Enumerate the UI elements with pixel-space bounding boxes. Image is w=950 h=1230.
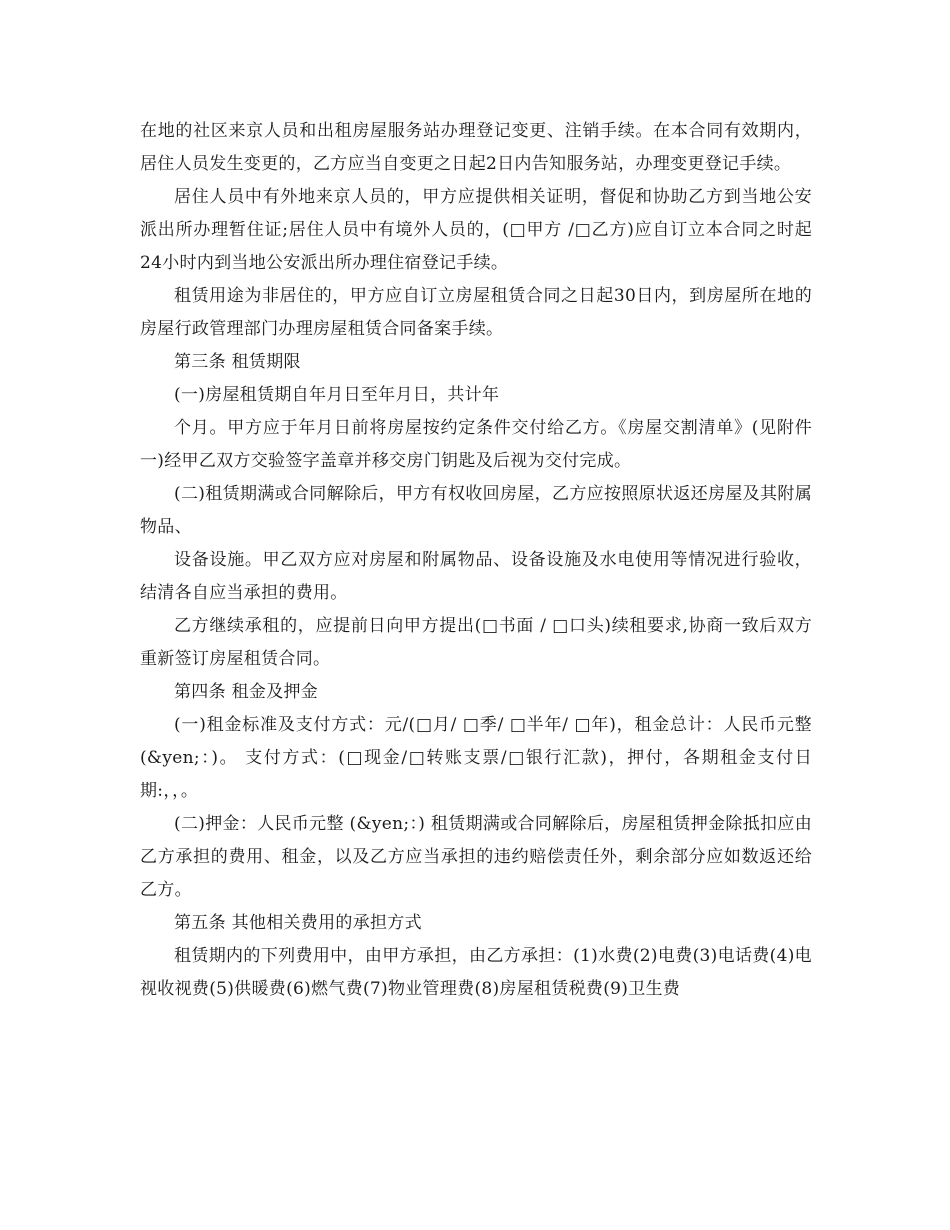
paragraph-non-residential-filing: 租赁用途为非居住的，甲方应自订立房屋租赁合同之日起30日内，到房屋所在地的房屋行政管理部门办理房屋租赁合同备案手续。 <box>140 286 812 339</box>
document-body <box>140 115 812 1006</box>
paragraph-fees: 租赁期内的下列费用中，由甲方承担，由乙方承担：(1)水费(2)电费(3)电话费(4)电视收视费(5)供暖费(6)燃气费(7)物业管理费(8)房屋租赁税费(9)卫生费 <box>140 946 812 999</box>
paragraph-rent-payment: (一)租金标准及支付方式：元/(□月/ □季/ □半年/ □年)，租金总计：人民币元整(&yen;：)。 支付方式：(□现金/□转账支票/□银行汇款)，押付，各期租金支付日期:，，。 <box>140 715 812 801</box>
heading-article-4: 第四条 租金及押金 <box>174 682 319 702</box>
paragraph-temporary-residence: 居住人员中有外地来京人员的，甲方应提供相关证明，督促和协助乙方到当地公安派出所办理暂住证;居住人员中有境外人员的，(□甲方 /□乙方)应自订立本合同之时起24小时内到当地公安派出所办理住宿登记手续。 <box>140 187 812 273</box>
paragraph-lease-term: (一)房屋租赁期自年月日至年月日，共计年 <box>174 385 500 405</box>
paragraph-renewal: 乙方继续承租的，应提前日向甲方提出(□书面 / □口头)续租要求,协商一致后双方重新签订房屋租赁合同。 <box>140 616 812 669</box>
heading-article-3: 第三条 租赁期限 <box>174 352 301 372</box>
paragraph-equipment-inspection: 设备设施。甲乙双方应对房屋和附属物品、设备设施及水电使用等情况进行验收，结清各自应当承担的费用。 <box>140 550 812 603</box>
paragraph-deposit: (二)押金：人民币元整 (&yen;：) 租赁期满或合同解除后，房屋租赁押金除抵扣应由乙方承担的费用、租金，以及乙方应当承担的违约赔偿责任外，剩余部分应如数返还给乙方。 <box>140 814 812 900</box>
paragraph-registration-change: 在地的社区来京人员和出租房屋服务站办理登记变更、注销手续。在本合同有效期内，居住人员发生变更的，乙方应当自变更之日起2日内告知服务站，办理变更登记手续。 <box>140 121 812 174</box>
paragraph-lease-expiry: (二)租赁期满或合同解除后，甲方有权收回房屋，乙方应按照原状返还房屋及其附属物品、 <box>140 484 812 537</box>
paragraph-handover: 个月。甲方应于年月日前将房屋按约定条件交付给乙方。《房屋交割清单》(见附件一)经甲乙双方交验签字盖章并移交房门钥匙及后视为交付完成。 <box>140 418 812 471</box>
heading-article-5: 第五条 其他相关费用的承担方式 <box>174 913 422 933</box>
